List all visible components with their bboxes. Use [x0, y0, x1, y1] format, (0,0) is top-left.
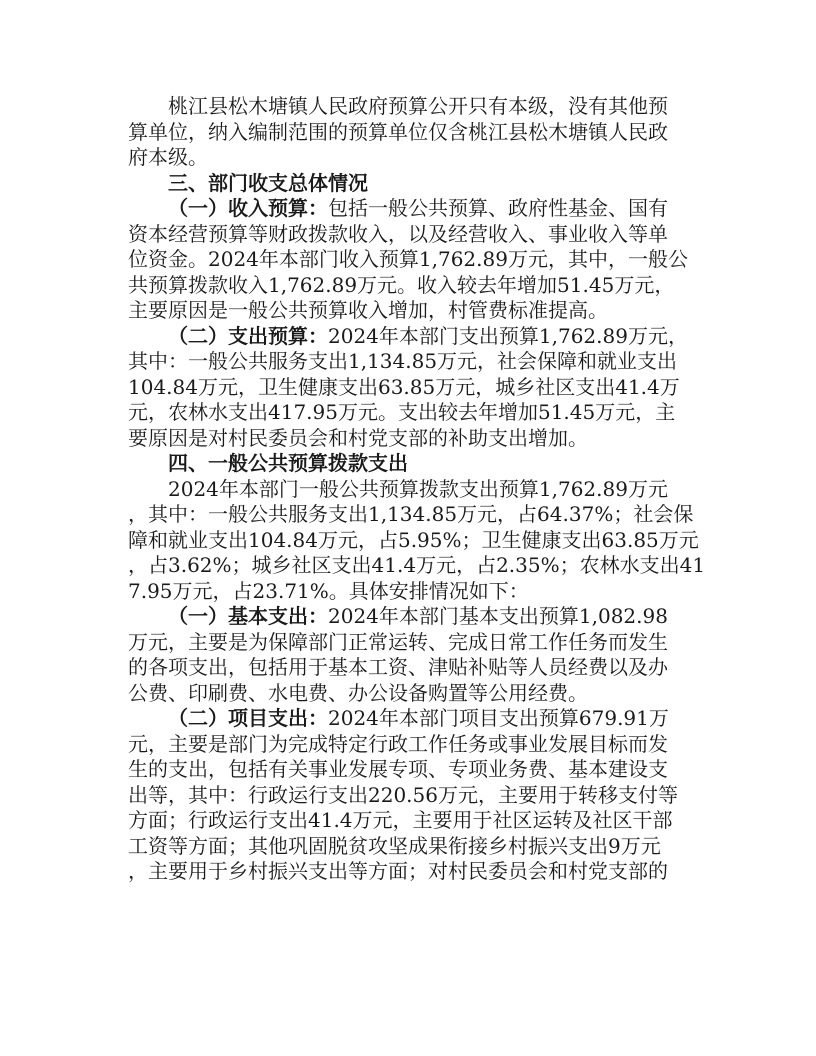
subsection-label: （二）支出预算：	[168, 323, 328, 348]
body-line	[128, 706, 712, 732]
body-line	[128, 196, 712, 222]
line-text: ，主要用于乡村振兴支出等方面；对村民委员会和村党支部的	[128, 859, 668, 883]
body-line	[128, 553, 712, 579]
body-line	[128, 222, 712, 248]
subsection-label: （一）收入预算：	[168, 196, 328, 220]
line-text: ，其中：一般公共服务支出1,134.85万元，占64.37%；社会保	[128, 502, 694, 526]
body-line	[128, 732, 712, 758]
body-line	[128, 375, 712, 401]
body-line	[128, 655, 712, 681]
line-text: 2024年本部门支出预算1,762.89万元，	[328, 323, 688, 348]
section-heading	[128, 171, 712, 197]
body-line	[128, 834, 712, 860]
subsection-label: （一）基本支出：	[168, 604, 328, 628]
line-text: 主要原因是一般公共预算收入增加，村管费标准提高。	[128, 298, 608, 322]
body-line	[128, 324, 712, 350]
line-text: 元，主要是部门为完成特定行政工作任务或事业发展目标而发	[128, 731, 668, 756]
line-text: 的各项支出，包括用于基本工资、津贴补贴等人员经费以及办	[128, 655, 668, 679]
line-text: 2024年本部门一般公共预算拨款支出预算1,762.89万元	[168, 476, 668, 501]
line-text: 三、部门收支总体情况	[168, 170, 368, 195]
body-line	[128, 630, 712, 656]
line-text: 公费、印刷费、水电费、办公设备购置等公用经费。	[128, 680, 588, 705]
body-line	[128, 477, 712, 503]
body-line	[128, 808, 712, 834]
section-heading	[128, 451, 712, 477]
line-text: 要原因是对村民委员会和村党支部的补助支出增加。	[128, 425, 588, 450]
line-text: 104.84万元，卫生健康支出63.85万元，城乡社区支出41.4万	[128, 374, 680, 399]
body-line	[128, 247, 712, 273]
body-line	[128, 859, 712, 885]
body-line	[128, 757, 712, 783]
body-line	[128, 604, 712, 630]
body-line	[128, 273, 712, 299]
line-text: 其中：一般公共服务支出1,134.85万元，社会保障和就业支出	[128, 349, 678, 373]
line-text: 桃江县松木塘镇人民政府预算公开只有本级，没有其他预	[168, 94, 668, 118]
body-line	[128, 400, 712, 426]
body-line	[128, 145, 712, 171]
body-line	[128, 783, 712, 809]
line-text: 算单位，纳入编制范围的预算单位仅含桃江县松木塘镇人民政	[128, 119, 668, 144]
body-line	[128, 349, 712, 375]
line-text: 生的支出，包括有关事业发展专项、专项业务费、基本建设支	[128, 757, 668, 781]
body-line	[128, 681, 712, 707]
line-text: 工资等方面；其他巩固脱贫攻坚成果衔接乡村振兴支出9万元	[128, 833, 661, 858]
line-text: 府本级。	[128, 145, 208, 169]
line-text: 四、一般公共预算拨款支出	[168, 451, 408, 475]
body-line	[128, 528, 712, 554]
line-text: 元，农林水支出417.95万元。支出较去年增加51.45万元，主	[128, 400, 676, 424]
line-text: 包括一般公共预算、政府性基金、国有	[328, 196, 668, 220]
body-line	[128, 502, 712, 528]
line-text: 障和就业支出104.84万元，占5.95%；卫生健康支出63.85万元	[128, 527, 699, 552]
line-text: 7.95万元，占23.71%。具体安排情况如下：	[128, 578, 529, 603]
body-line	[128, 120, 712, 146]
line-text: 万元，主要是为保障部门正常运转、完成日常工作任务而发生	[128, 629, 668, 654]
document-page	[128, 94, 712, 885]
line-text: 出等，其中：行政运行支出220.56万元，主要用于转移支付等	[128, 782, 678, 807]
subsection-label: （二）项目支出：	[168, 706, 328, 730]
line-text: 2024年本部门基本支出预算1,082.98	[328, 604, 668, 628]
line-text: 共预算拨款收入1,762.89万元。收入较去年增加51.45万元，	[128, 272, 675, 297]
line-text: 2024年本部门项目支出预算679.91万	[328, 706, 669, 730]
line-text: 方面；行政运行支出41.4万元，主要用于社区运转及社区干部	[128, 808, 673, 832]
body-line	[128, 426, 712, 452]
body-line	[128, 579, 712, 605]
body-line	[128, 298, 712, 324]
line-text: 位资金。2024年本部门收入预算1,762.89万元，其中，一般公	[128, 247, 688, 271]
line-text: ，占3.62%；城乡社区支出41.4万元，占2.35%；农林水支出41	[128, 553, 706, 577]
body-line	[128, 94, 712, 120]
line-text: 资本经营预算等财政拨款收入，以及经营收入、事业收入等单	[128, 221, 668, 246]
